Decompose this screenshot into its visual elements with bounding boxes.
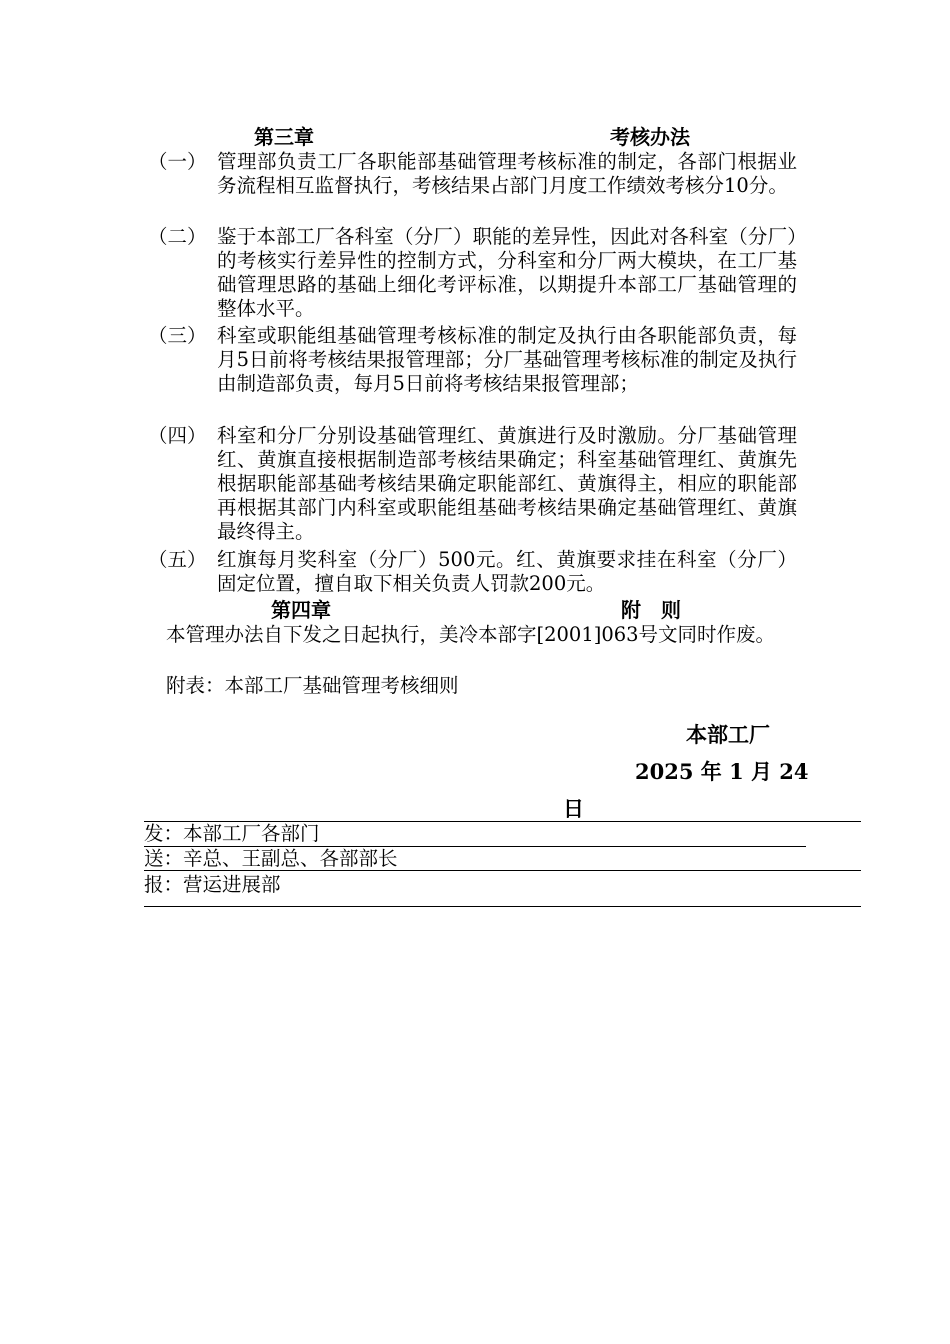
effective-clause: 本管理办法自下发之日起执行，美冷本部字[2001]063号文同时作废。	[166, 623, 776, 646]
clause-4	[148, 424, 808, 544]
clause-number: （三）	[148, 324, 207, 347]
distribution-report: 报：营运进展部	[144, 873, 281, 896]
divider-bottom	[144, 906, 861, 907]
issue-date-day: 日	[563, 796, 584, 821]
clause-1	[148, 150, 808, 198]
chapter-4-subtitle: 附 则	[621, 598, 681, 622]
clause-2	[148, 225, 808, 321]
issuer-name: 本部工厂	[686, 722, 770, 747]
divider-copy	[144, 870, 861, 871]
chapter-3-title: 第三章	[254, 125, 314, 149]
clause-number: （一）	[148, 150, 207, 173]
clause-number: （二）	[148, 225, 207, 248]
chapter-3-subtitle: 考核办法	[610, 125, 690, 149]
clause-number: （四）	[148, 424, 207, 447]
issue-date: 2025 年 1 月 24	[635, 759, 809, 784]
clause-5	[148, 548, 808, 596]
distribution-copy: 送：辛总、王副总、各部部长	[144, 847, 398, 870]
clause-text: 红旗每月奖科室（分厂）500元。红、黄旗要求挂在科室（分厂）固定位置，擅自取下相关负责人罚款200元。	[217, 548, 797, 595]
clause-text: 科室或职能组基础管理考核标准的制定及执行由各职能部负责，每月5日前将考核结果报管理部；分厂基础管理考核标准的制定及执行由制造部负责，每月5日前将考核结果报管理部；	[217, 324, 797, 395]
distribution-send: 发：本部工厂各部门	[144, 822, 320, 845]
clause-3	[148, 324, 808, 396]
attachment-note: 附表：本部工厂基础管理考核细则	[166, 674, 459, 697]
clause-number: （五）	[148, 548, 207, 571]
clause-text: 科室和分厂分别设基础管理红、黄旗进行及时激励。分厂基础管理红、黄旗直接根据制造部考核结果确定；科室基础管理红、黄旗先根据职能部基础考核结果确定职能部红、黄旗得主，相应的职能部再根据其部门内科室或职能组基础考核结果确定基础管理红、黄旗最终得主。	[217, 424, 797, 543]
chapter-4-title: 第四章	[271, 598, 331, 622]
clause-text: 鉴于本部工厂各科室（分厂）职能的差异性，因此对各科室（分厂）的考核实行差异性的控制方式，分科室和分厂两大模块，在工厂基础管理思路的基础上细化考评标准，以期提升本部工厂基础管理的整体水平。	[217, 225, 797, 320]
clause-text: 管理部负责工厂各职能部基础管理考核标准的制定，各部门根据业务流程相互监督执行，考核结果占部门月度工作绩效考核分10分。	[217, 150, 797, 197]
